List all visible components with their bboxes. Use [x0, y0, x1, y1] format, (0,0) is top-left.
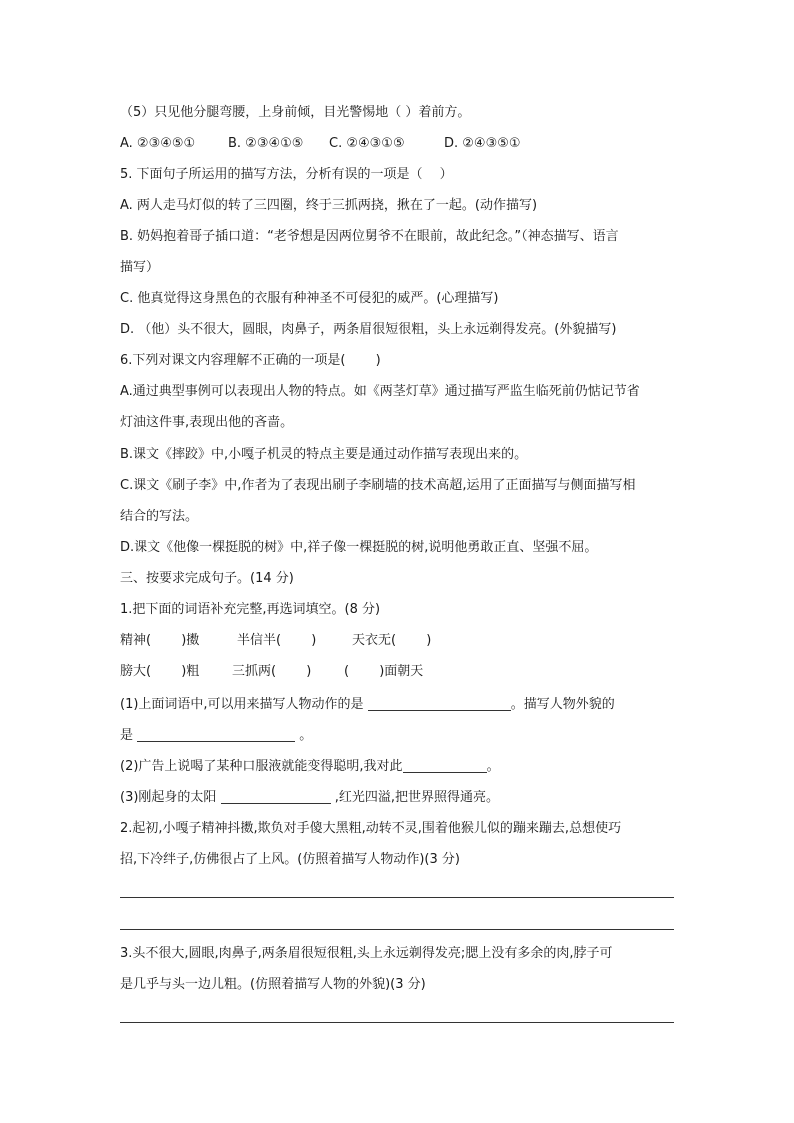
idiom-1: 精神( )擞 [120, 633, 200, 648]
part1-text-3: 。 [295, 728, 313, 743]
section-3-heading: 三、按要求完成句子。(14 分) [120, 571, 294, 586]
part3-text: (3)刚起身的太阳 [120, 790, 221, 805]
idiom-row-1 [120, 632, 431, 650]
s3-q1-part1-cont [120, 727, 312, 745]
part3-text-cont: ,红光四溢,把世界照得通亮。 [330, 790, 499, 805]
s3-q3-line-2: 是几乎与头一边儿粗。(仿照着描写人物的外貌)(3 分) [120, 977, 426, 992]
idiom-2: 半信半( ) [237, 633, 317, 648]
idiom-row-2 [120, 663, 423, 681]
s3-q3-line-1: 3.头不很大,圆眼,肉鼻子,两条眉很短很粗,头上永远剃得发亮;腮上没有多余的肉,脖子可 [120, 946, 613, 961]
part1-text: (1)上面词语中,可以用来描写人物动作的是 [120, 697, 368, 712]
answer-blank-action[interactable] [368, 696, 511, 711]
idiom-3: 天衣无( ) [352, 633, 432, 648]
idiom-5: 三抓两( ) [232, 664, 312, 679]
q4-choice-d: D. ②④③⑤① [444, 136, 521, 151]
q6-option-a: A.通过典型事例可以表现出人物的特点。如《两茎灯草》通过描写严监生临死前仍惦记节省 [120, 384, 640, 399]
answer-line-q3-1[interactable] [120, 1022, 674, 1023]
q5-option-d: D. （他）头不很大，圆眼，肉鼻子，两条眉很短很粗，头上永远剃得发亮。(外貌描写) [120, 322, 617, 337]
q4-choices [120, 135, 521, 153]
q5-option-a: A. 两人走马灯似的转了三四圈，终于三抓两挠，揪在了一起。(动作描写) [120, 198, 538, 213]
answer-blank-appearance[interactable] [137, 727, 295, 742]
s3-q2-line-1: 2.起初,小嘎子精神抖擞,欺负对手傻大黑粗,动转不灵,围着他猴儿似的蹦来蹦去,总想使巧 [120, 821, 622, 836]
q4-choice-a: A. ②③④⑤① [120, 136, 196, 151]
answer-line-q2-1[interactable] [120, 897, 674, 898]
answer-blank-sun[interactable] [221, 789, 331, 804]
q4-item-5: （5）只见他分腿弯腰，上身前倾，目光警惕地（ ）着前方。 [120, 105, 471, 120]
q5-option-b-cont: 描写） [120, 260, 160, 275]
q6-option-b: B.课文《摔跤》中,小嘎子机灵的特点主要是通过动作描写表现出来的。 [120, 447, 528, 462]
part1-text-2: 是 [120, 728, 138, 743]
q4-choice-c: C. ②④③①⑤ [329, 136, 405, 151]
q4-choice-b: B. ②③④①⑤ [228, 136, 304, 151]
s3-q1-stem: 1.把下面的词语补充完整,再选词填空。(8 分) [120, 602, 381, 617]
q6-option-c-cont: 结合的写法。 [120, 509, 199, 524]
q6-option-a-cont: 灯油这件事,表现出他的吝啬。 [120, 415, 294, 430]
s3-q1-part1 [120, 696, 615, 714]
s3-q1-part2 [120, 758, 500, 776]
q5-option-b: B. 奶妈抱着哥子插口道：“老爷想是因两位舅爷不在眼前，故此纪念。”（神态描写、语言 [120, 229, 619, 244]
answer-line-q2-2[interactable] [120, 929, 674, 930]
answer-blank-attitude[interactable] [403, 758, 487, 773]
idiom-4: 膀大( )粗 [120, 664, 200, 679]
part1-text-cont: 。描写人物外貌的 [510, 697, 615, 712]
s3-q1-part3 [120, 789, 499, 807]
part2-text: (2)广告上说喝了某种口服液就能变得聪明,我对此 [120, 759, 403, 774]
q5-stem: 5. 下面句子所运用的描写方法，分析有误的一项是（ ） [120, 167, 453, 182]
q5-option-c: C. 他真觉得这身黑色的衣服有种神圣不可侵犯的威严。(心理描写) [120, 291, 499, 306]
q6-option-d: D.课文《他像一棵挺脱的树》中,祥子像一棵挺脱的树,说明他勇敢正直、坚强不屈。 [120, 540, 598, 555]
q6-option-c: C.课文《刷子李》中,作者为了表现出刷子李刷墙的技术高超,运用了正面描写与侧面描写相 [120, 478, 636, 493]
q6-stem: 6.下列对课文内容理解不正确的一项是( ) [120, 353, 381, 368]
idiom-6: ( )面朝天 [344, 664, 424, 679]
s3-q2-line-2: 招,下冷绊子,仿佛很占了上风。(仿照着描写人物动作)(3 分) [120, 852, 460, 867]
part2-text-cont: 。 [486, 759, 500, 774]
